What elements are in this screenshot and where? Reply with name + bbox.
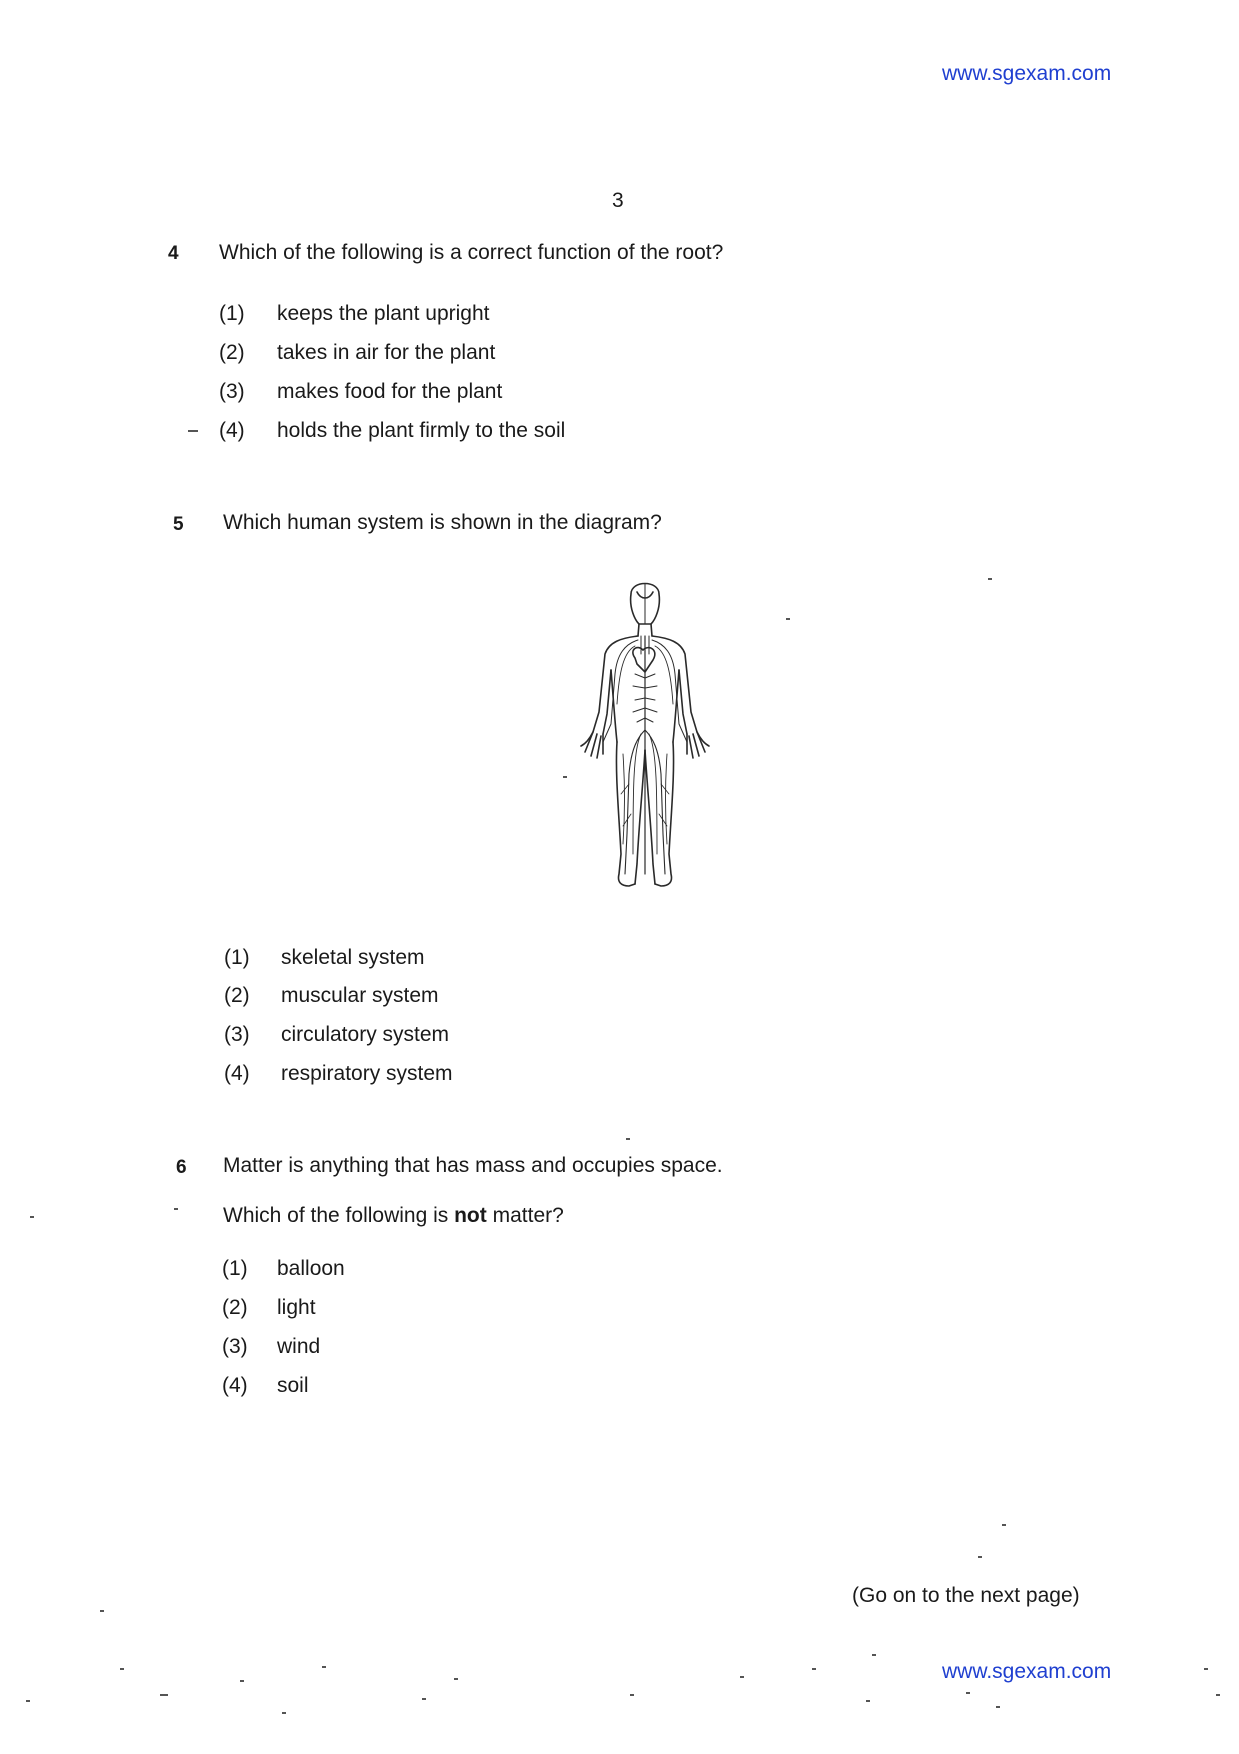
q6-subtext-end: matter? [486,1204,564,1227]
question-4-text: Which of the following is a correct function of the root? [219,241,724,264]
scan-speck [966,1692,970,1694]
q6-option-2-text: light [277,1296,316,1319]
q5-option-2-text: muscular system [281,984,439,1007]
scan-speck [30,1216,34,1218]
human-circulatory-diagram [575,574,715,896]
question-6-number: 6 [176,1157,187,1178]
q4-option-4-label: (4) [219,419,245,442]
question-4-number: 4 [168,243,179,264]
q6-subtext-emphasis: not [454,1204,487,1227]
scan-speck [626,1138,630,1140]
scan-speck [1216,1694,1220,1696]
scan-speck [454,1678,458,1680]
scan-speck [174,1208,178,1210]
q6-option-1-label: (1) [222,1257,248,1280]
q4-option-1-label: (1) [219,302,245,325]
question-5-text: Which human system is shown in the diagram? [223,511,662,534]
scan-speck [240,1680,244,1682]
scan-speck [988,578,992,580]
q5-option-3-text: circulatory system [281,1023,450,1046]
q4-option-2-text: takes in air for the plant [277,341,496,364]
scan-speck [120,1668,124,1670]
scan-speck [322,1666,326,1668]
q5-option-1-label: (1) [224,946,250,969]
page-number: 3 [612,189,624,212]
scan-speck [978,1556,982,1558]
q4-option-3-text: makes food for the plant [277,380,503,403]
q6-option-3-label: (3) [222,1335,248,1358]
scan-speck [630,1694,634,1696]
q6-option-1-text: balloon [277,1257,345,1280]
scan-speck [100,1610,104,1612]
q6-subtext-start: Which of the following is [223,1204,455,1227]
scan-speck [188,430,198,432]
scan-speck [282,1712,286,1714]
scan-speck [26,1700,30,1702]
question-5-number: 5 [173,514,184,535]
q4-option-2-label: (2) [219,341,245,364]
q6-option-2-label: (2) [222,1296,248,1319]
scan-speck [1204,1668,1208,1670]
question-6-subtext [223,1204,564,1228]
scan-speck [872,1654,876,1656]
scan-speck [786,618,790,620]
scan-speck [740,1676,744,1678]
q5-option-2-label: (2) [224,984,250,1007]
website-footer: www.sgexam.com [942,1660,1112,1683]
q6-option-4-label: (4) [222,1374,248,1397]
question-6-text: Matter is anything that has mass and occupies space. [223,1154,723,1177]
q4-option-4-text: holds the plant firmly to the soil [277,419,566,442]
q4-option-3-label: (3) [219,380,245,403]
q5-option-4-text: respiratory system [281,1062,453,1085]
scan-speck [563,776,567,778]
continue-note: (Go on to the next page) [852,1584,1080,1607]
scan-speck [422,1698,426,1700]
scan-speck [160,1694,168,1696]
q6-option-4-text: soil [277,1374,309,1397]
scan-speck [812,1668,816,1670]
website-header: www.sgexam.com [942,62,1112,85]
q5-option-4-label: (4) [224,1062,250,1085]
q5-option-1-text: skeletal system [281,946,425,969]
q5-option-3-label: (3) [224,1023,250,1046]
scan-speck [996,1706,1000,1708]
q6-option-3-text: wind [277,1335,321,1358]
scan-speck [866,1700,870,1702]
q4-option-1-text: keeps the plant upright [277,302,490,325]
scan-speck [1002,1524,1006,1526]
